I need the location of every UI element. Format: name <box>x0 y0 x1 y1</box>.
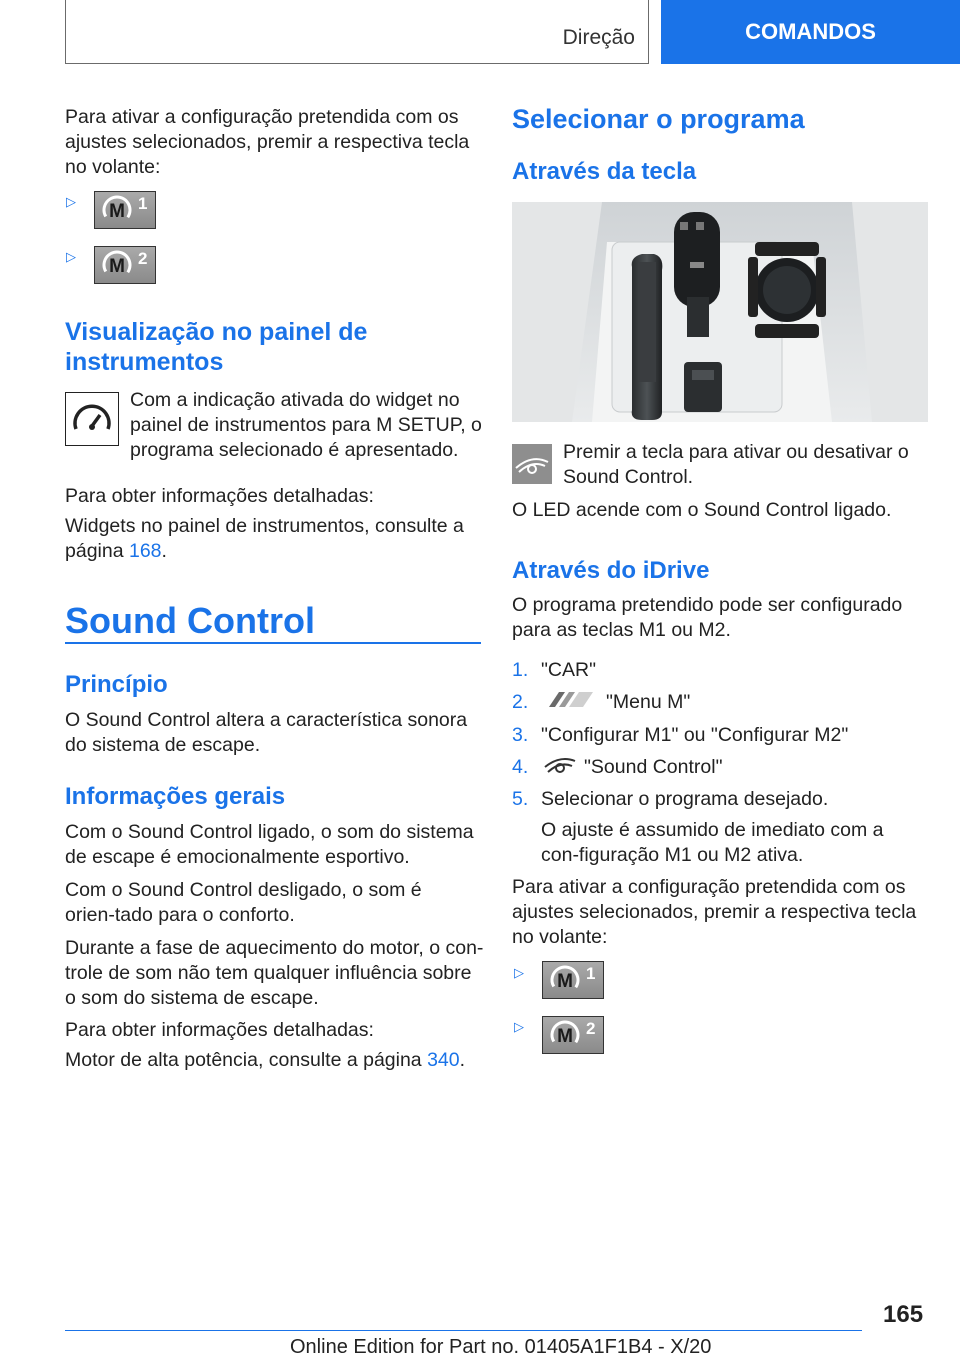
sound-control-heading: Sound Control <box>65 600 315 641</box>
motor-text: Motor de alta potência, consulte a página <box>65 1049 422 1071</box>
step-number: 2. <box>512 691 529 713</box>
step-text: "Menu M" <box>606 691 691 713</box>
center-console-photo <box>512 202 928 422</box>
intro-paragraph-2: Para ativar a configuração pretendida com os ajustes selecionados, premir a respectiva tecla no volante: <box>512 876 917 948</box>
step-text: "Sound Control" <box>584 756 723 778</box>
m2-label: 2 <box>586 1019 596 1038</box>
svg-text:M: M <box>109 256 125 277</box>
chapter-tab-label: COMANDOS <box>745 19 876 44</box>
motor-reference: Motor de alta potência, consulte a página 340. <box>65 1049 466 1071</box>
edition-footer: Online Edition for Part no. 01405A1F1B4 - X/20 <box>290 1336 712 1358</box>
premir-text: Premir a tecla para ativar ou desativar o Sound Control. <box>563 441 909 488</box>
chapter-tab[interactable] <box>661 0 960 64</box>
sound-control-button-icon <box>512 444 552 484</box>
led-text: O LED acende com o Sound Control ligado. <box>512 499 892 521</box>
more-info-label-2: Para obter informações detalhadas: <box>65 1019 374 1041</box>
visualizacao-heading: Visualização no painel de instrumentos <box>65 318 368 376</box>
m1-label: 1 <box>138 194 148 213</box>
widgets-page-link[interactable]: 168 <box>128 540 162 562</box>
svg-text:M: M <box>557 1026 573 1047</box>
step-text: Selecionar o programa desejado. <box>541 788 829 810</box>
m2-button-icon <box>542 1016 604 1054</box>
m1-label: 1 <box>586 964 596 983</box>
info-paragraph-2: Com o Sound Control desligado, o som é orien-tado para o conforto. <box>65 879 422 926</box>
bullet-marker: ▷ <box>66 249 76 264</box>
idrive-text: O programa pretendido pode ser configurado para as teclas M1 ou M2. <box>512 594 903 641</box>
footer-rule <box>65 1330 862 1331</box>
page-number: 165 <box>883 1301 924 1328</box>
intro-paragraph: Para ativar a configuração pretendida com os ajustes selecionados, premir a respectiva tecla no volante: <box>65 106 470 178</box>
section-title: Direção <box>562 26 635 49</box>
bullet-marker: ▷ <box>514 965 524 980</box>
bullet-marker: ▷ <box>66 194 76 209</box>
header-frame <box>65 0 649 64</box>
svg-text:M: M <box>109 201 125 222</box>
informacoes-heading: Informações gerais <box>65 783 286 810</box>
widgets-reference: Widgets no painel de instrumentos, consulte a página 168. <box>65 515 464 562</box>
step-number: 4. <box>512 756 529 778</box>
principio-heading: Princípio <box>65 671 168 698</box>
m2-label: 2 <box>138 249 148 268</box>
m1-button-icon <box>94 191 156 229</box>
info-paragraph-1: Com o Sound Control ligado, o som do sistema de escape é emocionalmente esportivo. <box>65 821 474 868</box>
visualizacao-text: Com a indicação ativada do widget no painel de instrumentos para M SETUP, o programa selecionado é apresentado. <box>130 389 482 461</box>
m2-button-icon <box>94 246 156 284</box>
motor-page-link[interactable]: 340 <box>427 1049 460 1071</box>
gauge-icon <box>65 392 119 446</box>
widgets-text: Widgets no painel de instrumentos, consulte a página <box>65 515 464 562</box>
step-number: 3. <box>512 724 529 746</box>
step-number: 1. <box>512 659 529 681</box>
info-paragraph-3: Durante a fase de aquecimento do motor, o con-trole de som não tem qualquer influência sobre o som do sistema de escape. <box>65 937 484 1009</box>
svg-text:M: M <box>557 971 573 992</box>
step-text: "Configurar M1" ou "Configurar M2" <box>541 724 849 746</box>
step5-note: O ajuste é assumido de imediato com a con-figuração M1 ou M2 ativa. <box>541 819 884 866</box>
m-menu-icon <box>545 690 597 708</box>
more-info-label: Para obter informações detalhadas: <box>65 485 374 507</box>
step-text: "CAR" <box>541 659 597 681</box>
bullet-marker: ▷ <box>514 1019 524 1034</box>
idrive-heading: Através do iDrive <box>512 557 710 584</box>
m1-button-icon <box>542 961 604 999</box>
principio-text: O Sound Control altera a característica sonora do sistema de escape. <box>65 709 468 756</box>
selecionar-heading: Selecionar o programa <box>512 104 805 134</box>
sound-control-icon <box>543 751 577 777</box>
step-number: 5. <box>512 788 529 810</box>
tecla-heading: Através da tecla <box>512 158 697 185</box>
heading-rule <box>65 642 481 644</box>
